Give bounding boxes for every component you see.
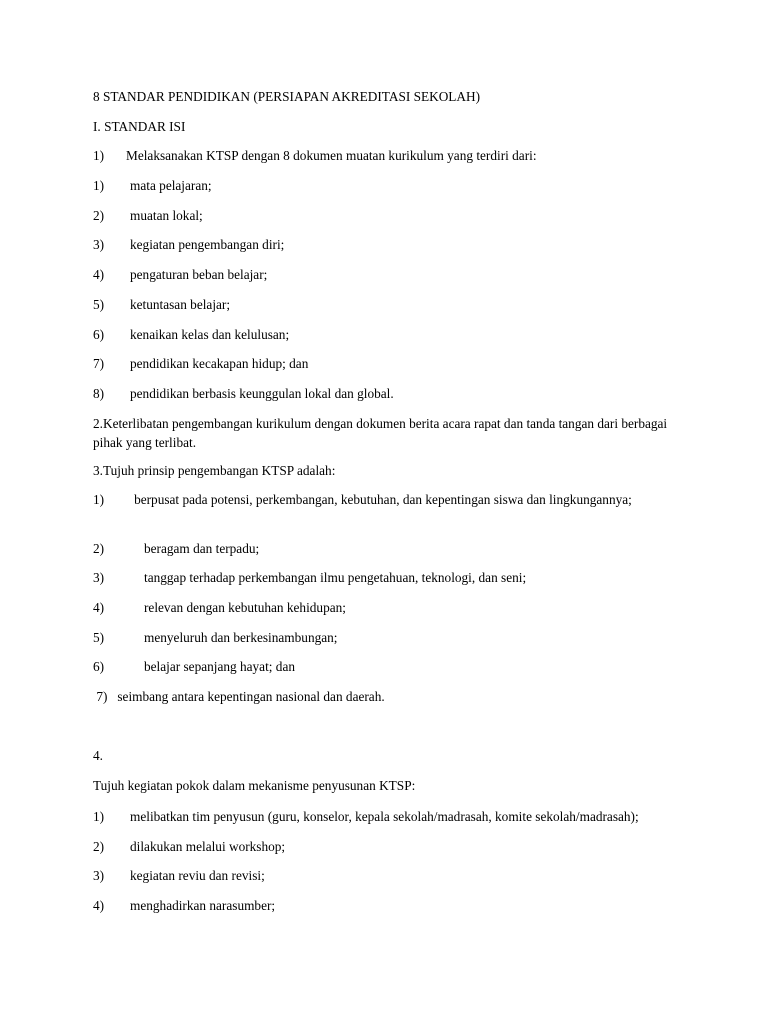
- list-item-number: 3): [93, 868, 105, 883]
- list-item-text: belajar sepanjang hayat; dan: [144, 659, 295, 674]
- list-item-number: 5): [93, 297, 105, 312]
- list-item-text: kegiatan reviu dan revisi;: [130, 868, 265, 883]
- list-item-text: pengaturan beban belajar;: [130, 267, 268, 282]
- item-3-heading: 3.Tujuh prinsip pengembangan KTSP adalah:: [93, 463, 336, 478]
- list-item-number: 1): [93, 178, 105, 193]
- list-item-text: relevan dengan kebutuhan kehidupan;: [144, 600, 346, 615]
- item-1-number: 1): [93, 148, 105, 163]
- list-item-number: 4): [93, 267, 105, 282]
- item-4-number: 4.: [93, 748, 103, 763]
- list-item-text: menyeluruh dan berkesinambungan;: [144, 630, 338, 645]
- list-item-number: 6): [93, 659, 105, 674]
- list-item-number: 2): [93, 208, 105, 223]
- list-item-number: 1): [93, 492, 105, 507]
- list-item-number: 8): [93, 386, 105, 401]
- list-item-number: 7): [93, 356, 105, 371]
- list-item-number: 6): [93, 327, 105, 342]
- list-item-number: 4): [93, 600, 105, 615]
- list-item-number: 4): [93, 898, 105, 913]
- list-item-number: 3): [93, 237, 105, 252]
- list-item-text: mata pelajaran;: [130, 178, 212, 193]
- list-item-text: pendidikan berbasis keunggulan lokal dan global.: [130, 386, 394, 401]
- document-title: 8 STANDAR PENDIDIKAN (PERSIAPAN AKREDITASI SEKOLAH): [93, 89, 481, 104]
- list-item-text: pendidikan kecakapan hidup; dan: [130, 356, 309, 371]
- list-item-number: 5): [93, 630, 105, 645]
- list-item-text: kenaikan kelas dan kelulusan;: [130, 327, 290, 342]
- section-heading: I. STANDAR ISI: [93, 119, 186, 134]
- list-item-text: berpusat pada potensi, perkembangan, kebutuhan, dan kepentingan siswa dan lingkungannya;: [134, 492, 632, 507]
- item-1-text: Melaksanakan KTSP dengan 8 dokumen muatan kurikulum yang terdiri dari:: [126, 148, 537, 163]
- list-item-number: 2): [93, 541, 105, 556]
- list-item-text: menghadirkan narasumber;: [130, 898, 276, 913]
- list-item-number: 3): [93, 570, 105, 585]
- list-item-number: 2): [93, 839, 105, 854]
- list-item-text: ketuntasan belajar;: [130, 297, 231, 312]
- item-4-heading: Tujuh kegiatan pokok dalam mekanisme penyusunan KTSP:: [93, 778, 416, 793]
- list-item-text: muatan lokal;: [130, 208, 203, 223]
- list-item-text: beragam dan terpadu;: [144, 541, 260, 556]
- item-2-paragraph: 2.Keterlibatan pengembangan kurikulum dengan dokumen berita acara rapat dan tanda tangan dari berbagai pihak yang terlibat.: [93, 416, 668, 450]
- list-item-text: dilakukan melalui workshop;: [130, 839, 286, 854]
- list-item-text: kegiatan pengembangan diri;: [130, 237, 285, 252]
- list-item: 7) seimbang antara kepentingan nasional dan daerah.: [93, 689, 385, 704]
- list-item-text: tanggap terhadap perkembangan ilmu pengetahuan, teknologi, dan seni;: [144, 570, 527, 585]
- list-item: [93, 490, 683, 509]
- list-item-text: melibatkan tim penyusun (guru, konselor, kepala sekolah/madrasah, komite sekolah/madrasah);: [130, 809, 639, 824]
- list-item-number: 1): [93, 809, 105, 824]
